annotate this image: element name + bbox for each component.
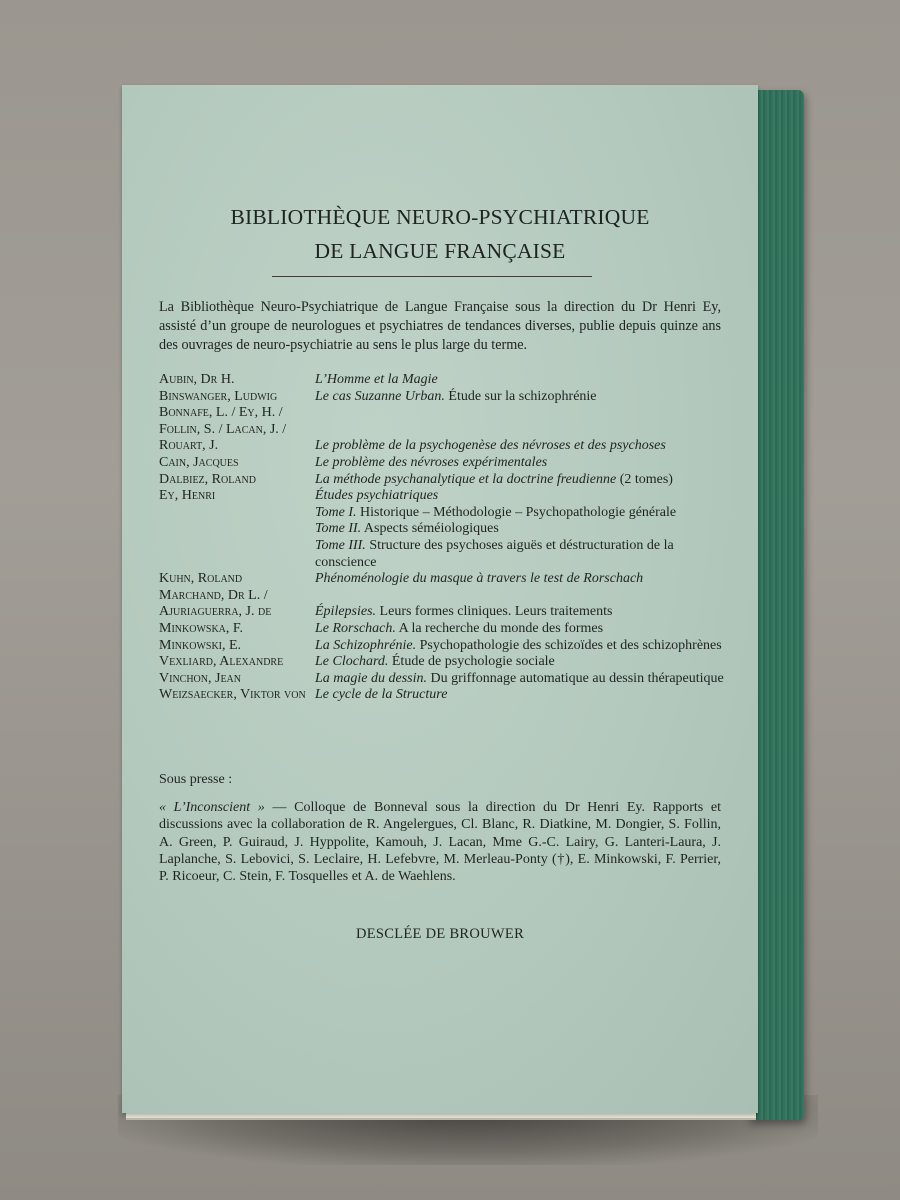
author: Follin, S. / Lacan, J. / [159,421,287,437]
work [315,405,729,422]
author: Aubin, Dr H. [159,372,235,387]
author: Dalbiez, Roland [159,471,256,487]
list-item [159,405,729,422]
list-item [159,604,729,621]
work [315,588,729,605]
work: Épilepsies. Leurs formes cliniques. Leurs traitements [315,604,613,620]
author [159,505,315,522]
work: Tome II. Aspects séméiologiques [315,521,499,537]
list-item [159,372,729,389]
author [159,521,315,538]
author: Vexliard, Alexandre [159,654,284,670]
list-item [159,638,729,655]
work: Études psychiatriques [315,488,439,504]
work [315,422,729,439]
work: Le Rorschach. A la recherche du monde des formes [315,620,604,636]
list-item [159,621,729,638]
title-divider [272,276,592,277]
list-item [159,588,729,605]
work: Le problème de la psychogenèse des névroses et des psychoses [315,438,666,454]
author [159,538,315,571]
author: Marchand, Dr L. / [159,587,268,603]
list-item [159,438,729,455]
intro-paragraph: La Bibliothèque Neuro-Psychiatrique de Langue Française sous la direction du Dr Henri Ey, assisté d’un groupe de neurologues et psychiatres de tendances diverses, publie depuis quinze ans des ouvrages de neuro-psychiatrie au sens le plus large du terme. [159,299,721,353]
author: Cain, Jacques [159,454,239,470]
author: Minkowska, F. [159,620,244,636]
work: Phénoménologie du masque à travers le test de Rorschach [315,571,644,587]
list-item [159,538,729,571]
list-item [159,654,729,671]
series-title-line-2: DE LANGUE FRANÇAISE [314,239,566,263]
list-item [159,671,729,688]
work: L’Homme et la Magie [315,372,438,387]
work: Le problème des névroses expérimentales [315,454,548,470]
forthcoming-text: — Colloque de Bonneval sous la direction du Dr Henri Ey. Rapports et discussions avec la collaboration de R. Angelergues, Cl. Blanc, R. Diatkine, M. Dongier, S. Follin, A. Green, P. Guiraud, J. Hyppolite, Kamouh, J. Lacan, Mme G.-C. Lairy, G. Lanteri-Laura, J. Laplanche, S. Lebovici, S. Leclaire, H. Lefebvre, M. Merleau-Ponty (†), E. Minkowski, F. Perrier, P. Ricoeur, C. Stein, F. Tosquelles et A. de Waehlens. [159,800,721,885]
author: Weizsaecker, Viktor von [159,687,306,703]
back-cover [122,85,758,1113]
author: Minkowski, E. [159,637,242,653]
list-item [159,505,729,522]
work: Le cas Suzanne Urban. Étude sur la schizophrénie [315,388,597,404]
work: La Schizophrénie. Psychopathologie des schizoïdes et des schizophrènes [315,637,722,653]
list-item [159,455,729,472]
list-item [159,521,729,538]
series-title-line-1: BIBLIOTHÈQUE NEURO-PSYCHIATRIQUE [230,205,650,229]
forthcoming-paragraph [159,799,721,885]
author: Kuhn, Roland [159,571,243,587]
author: Vinchon, Jean [159,670,241,686]
sous-presse-label: Sous presse : [159,772,233,787]
work: Le cycle de la Structure [315,687,448,703]
list-item [159,389,729,406]
list-item [159,571,729,588]
work: Tome I. Historique – Méthodologie – Psychopathologie générale [315,504,677,520]
list-item [159,488,729,505]
author: Rouart, J. [159,438,219,454]
book-list [159,372,729,704]
author: Ey, Henri [159,488,216,504]
author: Bonnafe, L. / Ey, H. / [159,405,283,421]
work: Le Clochard. Étude de psychologie sociale [315,654,555,670]
work: La magie du dessin. Du griffonnage automatique au dessin thérapeutique [315,670,724,686]
author: Binswanger, Ludwig [159,388,278,404]
publisher-name: DESCLÉE DE BROUWER [355,926,525,942]
list-item [159,472,729,489]
list-item [159,422,729,439]
work: La méthode psychanalytique et la doctrine freudienne (2 tomes) [315,471,673,487]
list-item [159,687,729,704]
work: Tome III. Structure des psychoses aiguës et déstructuration de la conscience [315,537,674,570]
forthcoming-title: « L’Inconscient » [159,800,265,815]
author: Ajuriaguerra, J. de [159,604,272,620]
